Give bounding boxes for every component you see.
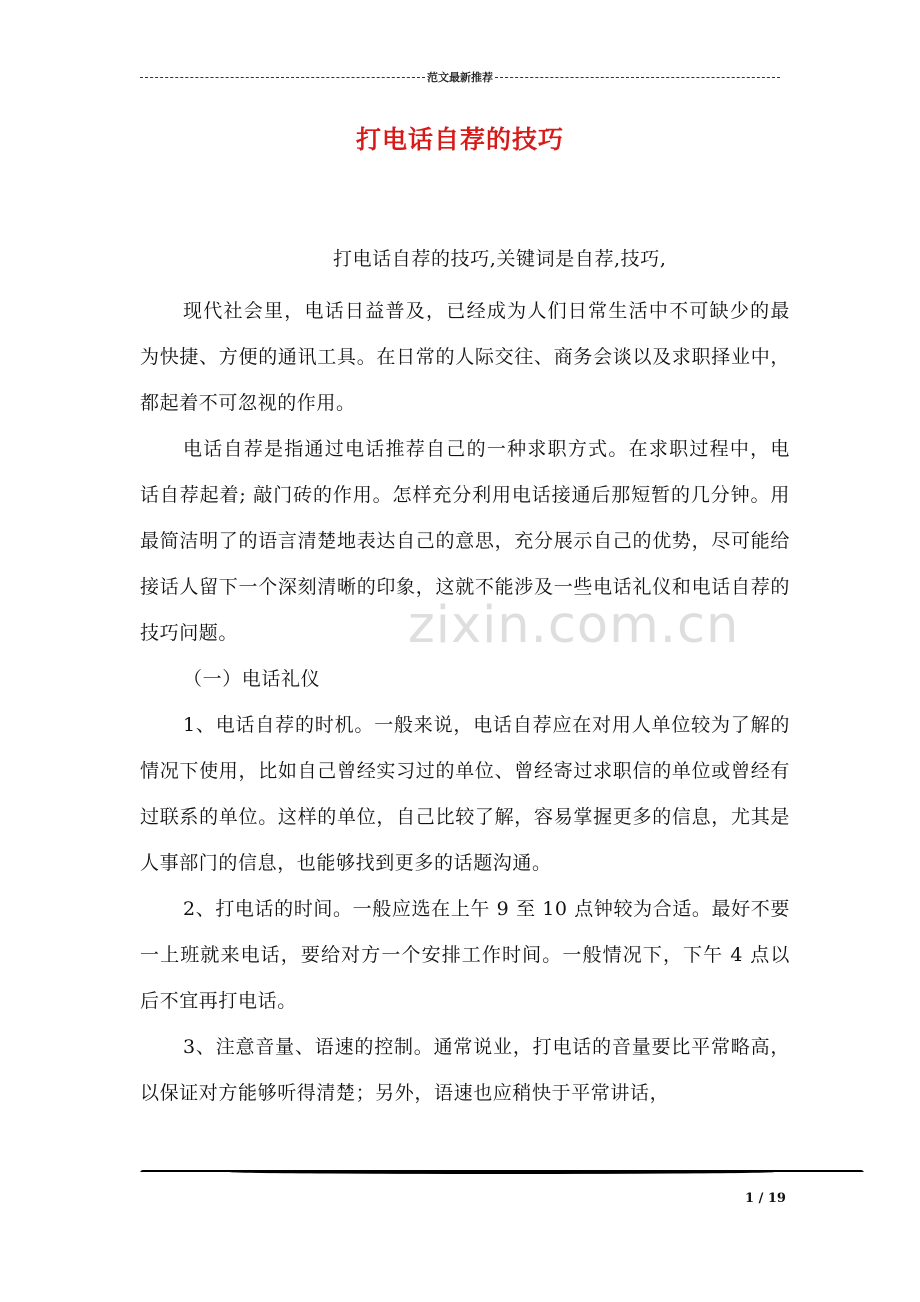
list-item: 3、注意音量、语速的控制。通常说业，打电话的音量要比平常略高，以保证对方能够听得清楚；另外，语速也应稍快于平常讲话， — [140, 1036, 790, 1104]
page-number: 1 / 19 — [745, 1191, 786, 1206]
paragraph: 现代社会里，电话日益普及，已经成为人们日常生活中不可缺少的最为快捷、方便的通讯工具。在日常的人际交往、商务会谈以及求职择业中，都起着不可忽视的作用。 — [140, 300, 790, 414]
list-item: 1、电话自荐的时机。一般来说，电话自荐应在对用人单位较为了解的情况下使用，比如自己曾经实习过的单位、曾经寄过求职信的单位或曾经有过联系的单位。这样的单位，自己比较了解，容易掌握更多的信息，尤其是人事部门的信息，也能够找到更多的话题沟通。 — [140, 714, 790, 874]
header-dash-left — [140, 77, 425, 78]
document-body — [140, 236, 790, 1116]
paragraph: 电话自荐是指通过电话推荐自己的一种求职方式。在求职过程中，电话自荐起着; 敲门砖的作用。怎样充分利用电话接通后那短暂的几分钟。用最简洁明了的语言清楚地表达自己的意思，充分展示自己的优势，尽可能给接话人留下一个深刻清晰的印象，这就不能涉及一些电话礼仪和电话自荐的技巧问题。 — [140, 438, 790, 644]
document-title: 打电话自荐的技巧 — [355, 125, 564, 154]
keywords-line: 打电话自荐的技巧,关键词是自荐,技巧, — [333, 248, 667, 270]
list-item: 2、打电话的时间。一般应选在上午 9 至 10 点钟较为合适。最好不要一上班就来电话，要给对方一个安排工作时间。一般情况下，下午 4 点以后不宜再打电话。 — [140, 898, 790, 1012]
section-heading: （一）电话礼仪 — [183, 668, 321, 690]
header-label: 范文最新推荐 — [427, 71, 493, 84]
page-header — [140, 68, 780, 86]
watermark: zixin.com.cn — [408, 596, 740, 655]
footer-divider — [140, 1170, 864, 1176]
header-dash-right — [495, 77, 780, 78]
